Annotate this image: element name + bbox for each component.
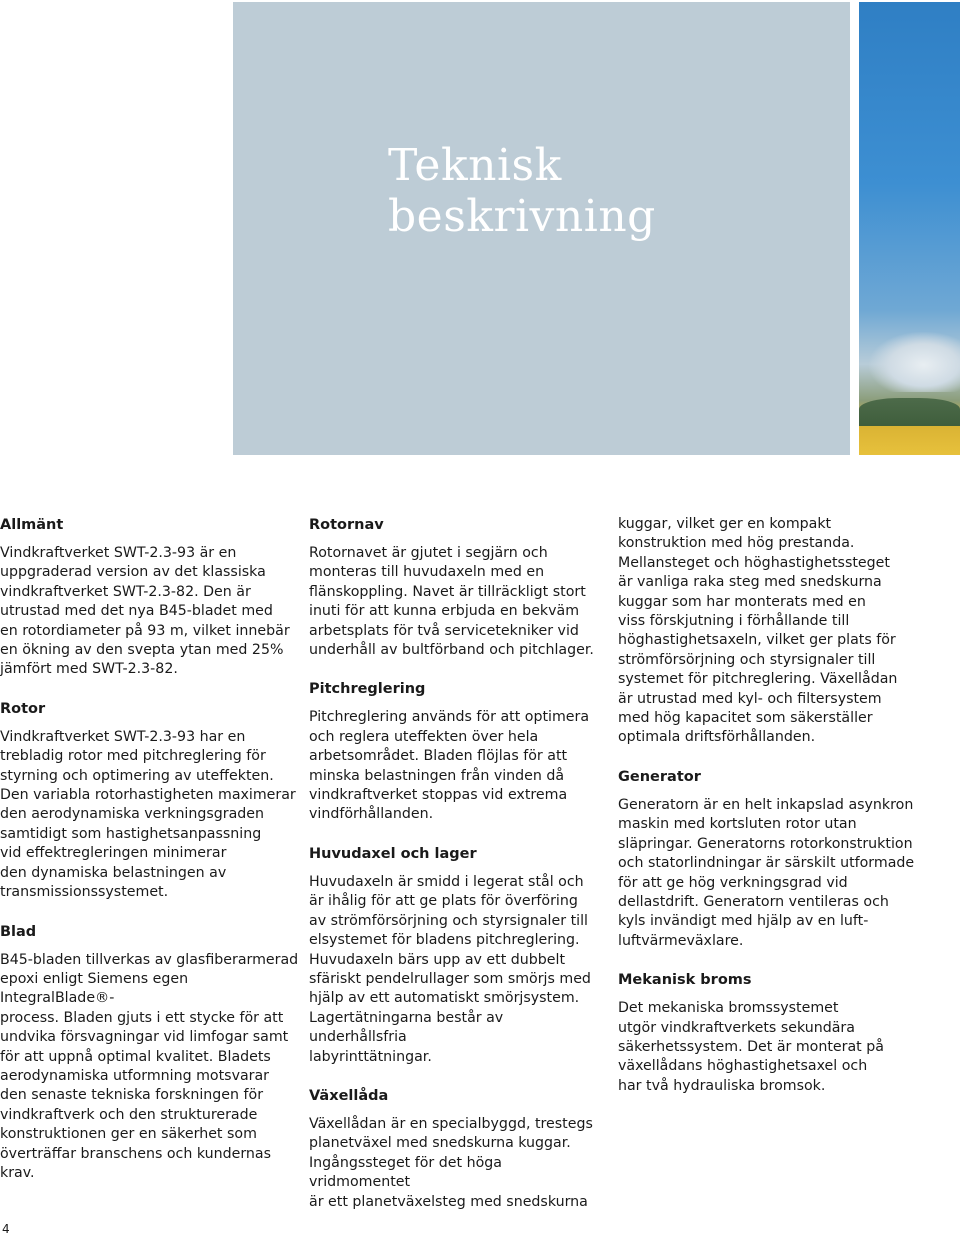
landscape-photo [859, 2, 960, 455]
section-heading-vaxellada: Växellåda [309, 1087, 389, 1104]
section-text-blad: B45-bladen tillverkas av glasfiberarmerad epoxi enligt Siemens egen IntegralBlade®- process. Bladen gjuts i ett stycke för att undvika försvagningar vid limfogar samt för att uppnå optimal kvalitet. Bladets aerodynamiska utformning motsvarar den senaste tekniska forskningen för vindkraftverk och den strukturerade konstruktionen ger en säkerhet som överträffar branschens och kundernas krav. [0, 951, 299, 1181]
section-heading-generator: Generator [618, 768, 701, 785]
page-number: 4 [2, 1222, 10, 1236]
section-heading-pitchreglering: Pitchreglering [309, 681, 426, 698]
section-text-generator: Generatorn är en helt inkapslad asynkron maskin med kortsluten rotor utan släpringar. Generatorns rotorkonstruktion och statorlindningar är särskilt utformade för att ge hög verkningsgrad vid dellastdrift. Generatorn ventileras och kyls invändigt med hjälp av en luft- luftvärmeväxlare. [618, 796, 915, 949]
section-text-pitchreglering: Pitchreglering används för att optimera och reglera uteffekten över hela arbetsområdet. Bladen flöjlas för att minska belastningen från vinden då vindkraftverket stoppas vid extrema vindförhållanden. [309, 709, 590, 823]
section-text-mekanisk-broms: Det mekaniska bromssystemet utgör vindkraftverkets sekundära säkerhetssystem. Det är monterat på växellådans höghastighetsaxel och har två hydrauliska bromsok. [618, 1000, 884, 1094]
section-text-allmant: Vindkraftverket SWT-2.3-93 är en uppgraderad version av det klassiska vindkraftverket SWT-2.3-82. Den är utrustad med det nya B45-bladet med en rotordiameter på 93 m, vilket innebär en ökning av den svepta ytan med 25% jämfört med SWT-2.3-82. [0, 545, 290, 678]
tree-line [859, 398, 960, 426]
section-text-rotor: Vindkraftverket SWT-2.3-93 har en trebladig rotor med pitchreglering för styrning och optimering av uteffekten. Den variabla rotorhastigheten maximerar den aerodynamiska verkningsgraden samtidigt som hastighetsanpassning vid effektregleringen minimerar den dynamiska belastningen av transmissionssystemet. [0, 728, 296, 901]
cloud-shape [869, 332, 960, 392]
text-column-2 [309, 515, 604, 1212]
section-text-huvudaxel: Huvudaxeln är smidd i legerat stål och är ihålig för att ge plats för överföring av strömförsörjning och styrsignaler till elsystemet för bladens pitchreglering. Huvudaxeln bärs upp av ett dubbelt sfäriskt pendelrullager som smörjs med hjälp av ett automatiskt smörjsystem. Lagertätningarna består av underhållsfria labyrinttätningar. [309, 873, 591, 1065]
section-heading-blad: Blad [0, 923, 37, 940]
section-heading-mekanisk-broms: Mekanisk broms [618, 972, 752, 989]
section-text-vaxellada-continued: kuggar, vilket ger en kompakt konstruktion med hög prestanda. Mellansteget och höghastighetssteget är vanliga raka steg med snedskurna kuggar som har monterats med en viss förskjutning i förhållande till höghastighetsaxeln, vilket ger plats för strömförsörjning och styrsignaler till systemet för pitchreglering. Växellådan är utrustad med kyl- och filtersystem med hög kapacitet som säkerställer optimala driftsförhållanden. [618, 516, 898, 746]
page-title: Teknisk beskrivning [388, 140, 656, 242]
section-heading-rotornav: Rotornav [309, 517, 384, 533]
section-heading-allmant: Allmänt [0, 517, 64, 533]
text-column-1 [0, 515, 300, 1183]
section-heading-rotor: Rotor [0, 700, 46, 717]
section-text-rotornav: Rotornavet är gjutet i segjärn och monteras till huvudaxeln med en flänskoppling. Navet är tillräckligt stort inuti för att kunna erbjuda en bekväm arbetsplats för två servicetekniker vid underhåll av bultförband och pitchlager. [309, 545, 594, 659]
section-heading-huvudaxel: Huvudaxel och lager [309, 845, 477, 862]
hero-banner [233, 2, 850, 455]
section-text-vaxellada: Växellådan är en specialbyggd, trestegs planetväxel med snedskurna kuggar. Ingångssteget för det höga vridmomentet är ett planetväxelsteg med snedskurna [309, 1115, 593, 1210]
text-column-3 [618, 515, 918, 1096]
